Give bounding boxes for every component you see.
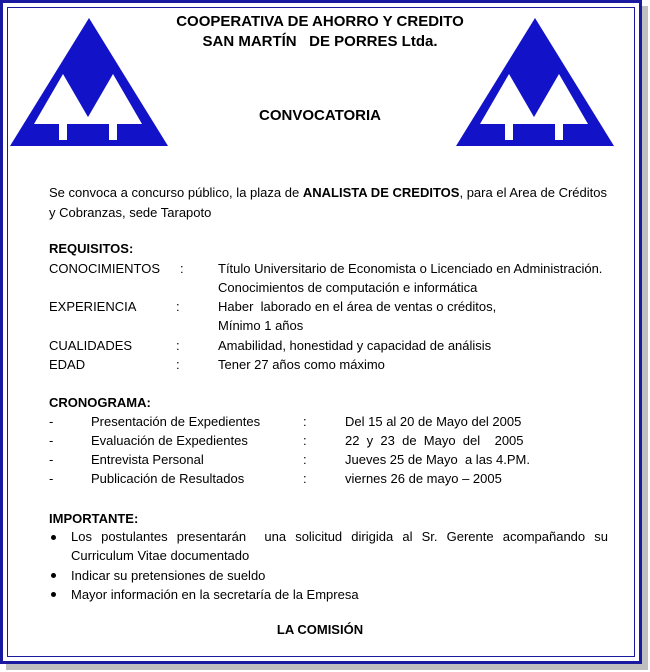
crono-date: Jueves 25 de Mayo a las 4.PM. xyxy=(345,452,530,467)
crono-activity: Entrevista Personal xyxy=(91,452,204,467)
crono-dash: - xyxy=(49,452,54,467)
crono-sep: : xyxy=(303,414,307,429)
page-shadow-right xyxy=(642,6,648,666)
requisitos-heading: REQUISITOS: xyxy=(49,241,134,256)
document-heading: CONVOCATORIA xyxy=(259,107,381,124)
intro-position: ANALISTA DE CREDITOS xyxy=(302,185,460,200)
crono-sep: : xyxy=(303,471,307,486)
crono-sep: : xyxy=(303,433,307,448)
intro-before: Se convoca a concurso público, la plaza de xyxy=(49,185,303,200)
req-label-edad: EDAD xyxy=(49,357,86,372)
crono-activity: Presentación de Expedientes xyxy=(91,414,261,429)
org-name-line1: COOPERATIVA DE AHORRO Y CREDITO xyxy=(176,13,464,30)
importante-item: Los postulantes presentarán una solicitud dirigida al Sr. Gerente acompañando su Curriculum Vitae documentado xyxy=(71,529,612,563)
crono-dash: - xyxy=(49,471,54,486)
crono-date: Del 15 al 20 de Mayo del 2005 xyxy=(345,414,522,429)
importante-item: Mayor información en la secretaría de la Empresa xyxy=(71,587,359,602)
bullet-icon xyxy=(51,592,56,597)
crono-sep: : xyxy=(303,452,307,467)
org-name-line2: SAN MARTÍN DE PORRES Ltda. xyxy=(202,33,438,50)
req-value-line: Conocimientos de computación e informática xyxy=(218,280,478,295)
req-value-line: Amabilidad, honestidad y capacidad de análisis xyxy=(218,338,492,353)
req-label-conocimientos: CONOCIMIENTOS xyxy=(49,261,160,276)
req-value-line: Tener 27 años como máximo xyxy=(218,357,385,372)
crono-activity: Evaluación de Expedientes xyxy=(91,433,248,448)
crono-date: viernes 26 de mayo – 2005 xyxy=(345,471,502,486)
importante-item: Indicar su pretensiones de sueldo xyxy=(71,568,266,583)
crono-activity: Publicación de Resultados xyxy=(91,471,245,486)
intro-paragraph xyxy=(49,183,607,223)
bullet-icon xyxy=(51,535,56,540)
req-sep: : xyxy=(180,261,184,276)
page-shadow-bottom xyxy=(6,664,648,670)
req-sep: : xyxy=(176,338,180,353)
cronograma-heading: CRONOGRAMA: xyxy=(49,395,151,410)
signature: LA COMISIÓN xyxy=(276,622,364,637)
req-sep: : xyxy=(176,299,180,314)
req-label-experiencia: EXPERIENCIA xyxy=(49,299,137,314)
crono-date: 22 y 23 de Mayo del 2005 xyxy=(345,433,524,448)
importante-heading: IMPORTANTE: xyxy=(49,511,139,526)
req-value-line: Título Universitario de Economista o Licenciado en Administración. xyxy=(218,261,603,276)
req-label-cualidades: CUALIDADES xyxy=(49,338,133,353)
bullet-icon xyxy=(51,573,56,578)
req-value-line: Haber laborado en el área de ventas o créditos, xyxy=(218,299,497,314)
crono-dash: - xyxy=(49,414,54,429)
intro-after: , para el Area de Créditos y Cobranzas, sede Tarapoto xyxy=(49,185,607,220)
req-value-line: Mínimo 1 años xyxy=(218,318,304,333)
req-sep: : xyxy=(176,357,180,372)
crono-dash: - xyxy=(49,433,54,448)
